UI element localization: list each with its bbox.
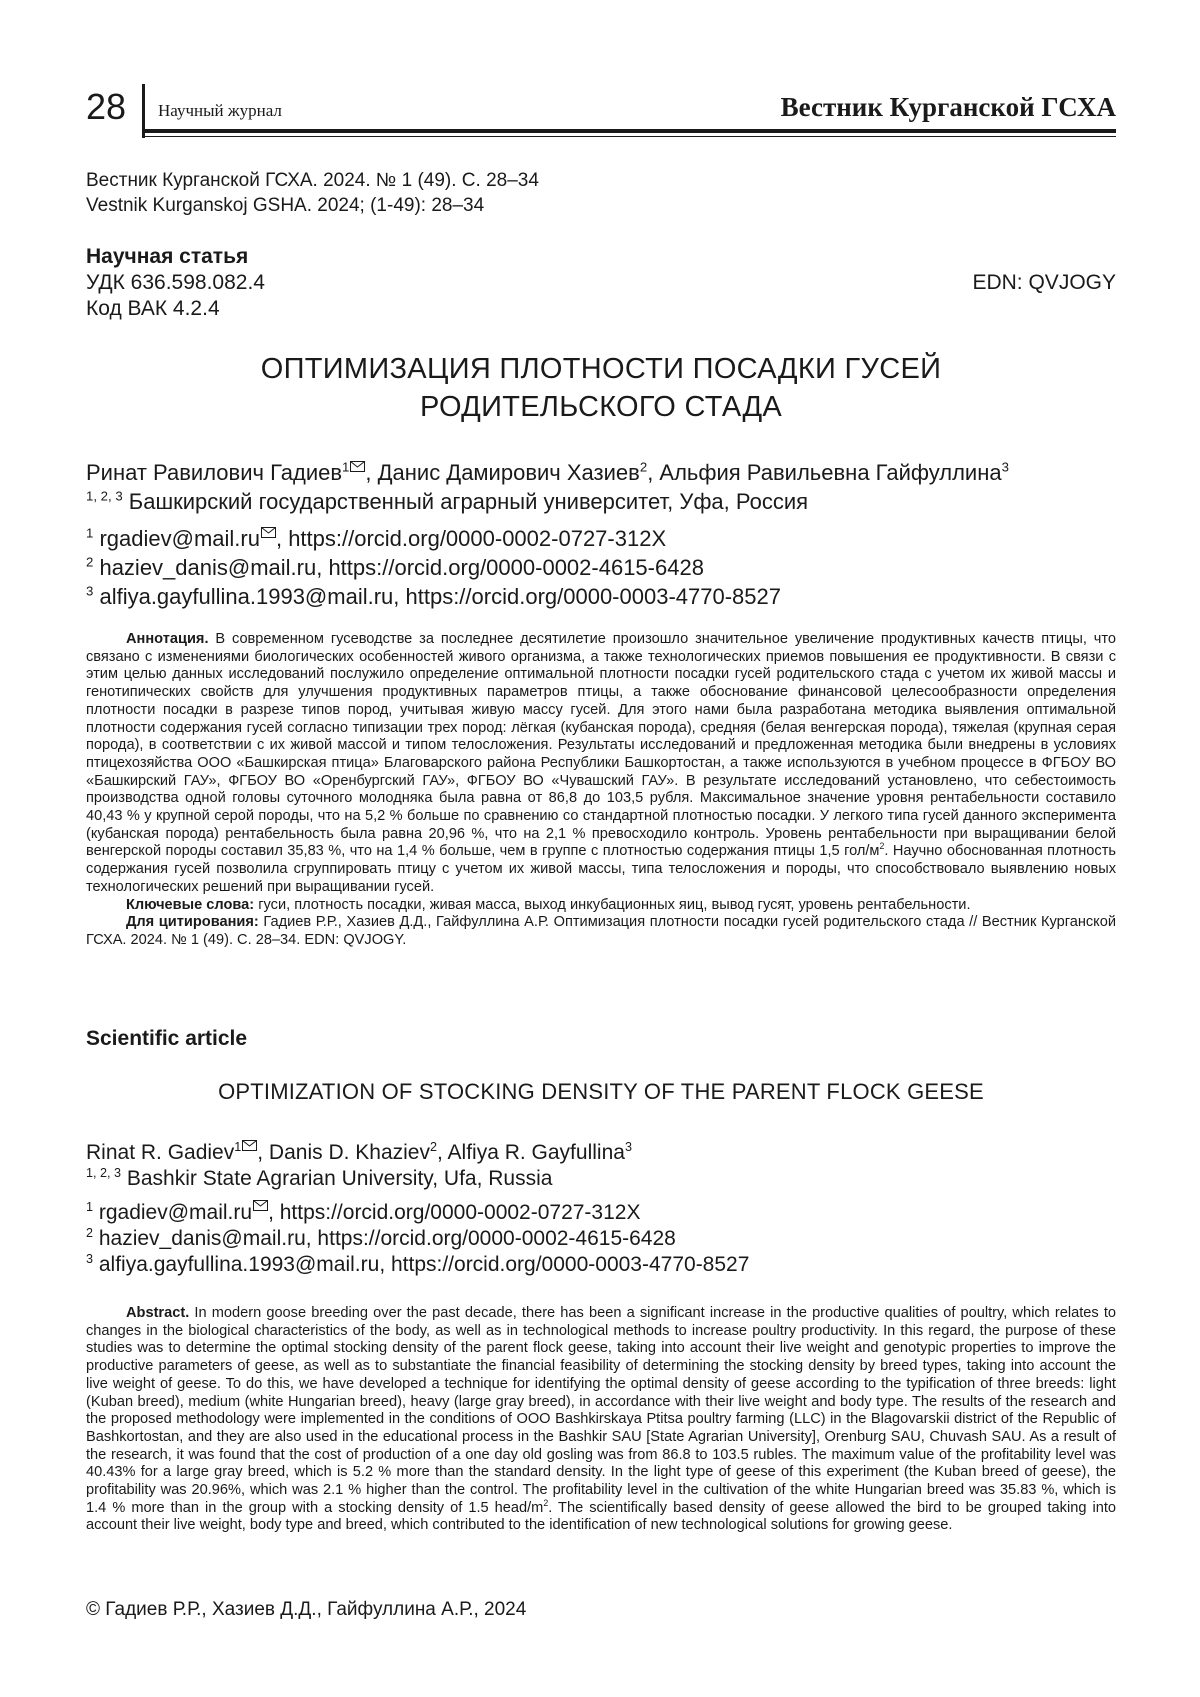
author2-sup-en: 2 [430, 1140, 438, 1154]
cite-label: Для цитирования: [126, 914, 259, 931]
authors-ru [86, 458, 1116, 611]
author1-name: Ринат Равилович Гадиев [86, 460, 343, 485]
author-list-ru [86, 458, 1116, 487]
contact2-text[interactable]: haziev_danis@mail.ru, https://orcid.org/0000-0002-4615-6428 [93, 555, 704, 580]
cite-text: Гадиев Р.Р., Хазиев Д.Д., Гайфуллина А.Р. Оптимизация плотности посадки гусей родительского стада // Вестник Курганской ГСХА. 2024. № 1 (49). С. 28–34. EDN: QVJOGY. [86, 914, 1116, 948]
unit-sup-en: 2 [543, 1497, 549, 1508]
keywords-text: гуси, плотность посадки, живая масса, выход инкубационных яиц, вывод гусят, уровень рентабельности. [254, 896, 971, 913]
authors-en [86, 1140, 1116, 1278]
abstract-en-paragraph [86, 1305, 1116, 1535]
author2-name-en: , Danis D. Khaziev [257, 1141, 430, 1164]
orcid-link-en[interactable]: , https://orcid.org/0000-0002-0727-312X [268, 1201, 641, 1224]
page-header [86, 86, 1116, 128]
contact3-sup: 3 [86, 583, 94, 599]
header-rule [142, 129, 1116, 133]
contact-ru-2 [86, 553, 1116, 582]
contact1-sup-en: 1 [86, 1200, 94, 1214]
envelope-icon [261, 527, 276, 538]
contact3-text-en[interactable]: alfiya.gayfullina.1993@mail.ru, https://orcid.org/0000-0003-4770-8527 [93, 1253, 750, 1276]
contact-en-1 [86, 1200, 1116, 1226]
abstract-ru-paragraph [86, 631, 1116, 897]
cite-ru [86, 914, 1116, 949]
affiliation-text-en: Bashkir State Agrarian University, Ufa, Russia [121, 1167, 553, 1190]
page-number: 28 [86, 86, 127, 127]
author3-name-en: , Alfiya R. Gayfullina [437, 1141, 625, 1164]
contact-en-3 [86, 1252, 1116, 1278]
envelope-icon [242, 1140, 257, 1151]
citation-block [86, 168, 1116, 218]
affiliation-sup-en: 1, 2, 3 [86, 1166, 122, 1180]
title-ru-line2: РОДИТЕЛЬСКОГО СТАДА [419, 391, 783, 423]
udk-code: УДК 636.598.082.4 [86, 271, 265, 294]
author-list-en [86, 1140, 1116, 1166]
abstract-ru-text: В современном гусеводстве за последнее десятилетие произошло значительное увеличение продуктивных качеств птицы, что связано с изменениями биологических особенностей живого организма, а также технологических приемов повышения ее продуктивности. В связи с этим целью данных исследований послужило определение оптимальной плотности посадки гусей родительского стада с учетом их живой массы и генотипических свойств для улучшения продуктивных параметров птицы, а также обоснование финансовой целесообразности определения плотности посадки в разрезе типов пород, учитывая живую массу гусей. Для этого нами была разработана методика выявления оптимальной плотности содержания гусей согласно типизации трех пород: лёгкая (кубанская порода), средняя (белая венгерская порода), тяжелая (крупная серая порода), в соответствии с их живой массой и типом телосложения. Результаты исследований и предложенная методика были внедрены в условиях птицехозяйства ООО «Башкирская птица» Благоварского района Республики Башкортостан, а также используются в учебном процессе в ФГБОУ ВО «Башкирский ГАУ», ФГБОУ ВО «Оренбургский ГАУ», ФГБОУ ВО «Чувашский ГАУ». В результате исследований установлено, что себестоимость производства одной головы суточного молодняка была равна от 86,8 до 103,5 рубля. Максимальное значение уровня рентабельности составило 40,43 % у крупной серой породы, что на 5,2 % больше по сравнению со стандартной плотностью посадки. У легкого типа гусей данного эксперимента (кубанская порода) рентабельность была равна 20,96 %, что на 2,1 % превосходило контроль. Уровень рентабельности при выращивании белой венгерской породы составил 35,83 %, что на 1,4 % больше, чем в группе с плотностью содержания птицы 1,5 гол/м [86, 631, 1116, 860]
article-title-ru [86, 350, 1116, 426]
author2-name: , Данис Дамирович Хазиев [365, 460, 640, 485]
author1-sup: 1 [342, 459, 350, 475]
author1-name-en: Rinat R. Gadiev [86, 1141, 235, 1164]
contact2-sup: 2 [86, 554, 94, 570]
copyright-line: © Гадиев Р.Р., Хазиев Д.Д., Гайфуллина А.Р., 2024 [86, 1599, 527, 1620]
affiliation-sup: 1, 2, 3 [86, 488, 123, 504]
author3-name: , Альфия Равильевна Гайфуллина [647, 460, 1002, 485]
contact3-sup-en: 3 [86, 1252, 94, 1266]
citation-en: Vestnik Kurganskoj GSHA. 2024; (1-49): 28–34 [86, 195, 485, 216]
author3-sup: 3 [1001, 459, 1009, 475]
edn-code: EDN: QVJOGY [972, 271, 1116, 294]
citation-ru: Вестник Курганской ГСХА. 2024. № 1 (49). С. 28–34 [86, 170, 539, 191]
keywords-label: Ключевые слова: [126, 896, 255, 913]
abstract-ru-text-end: . Научно обоснованная плотность содержания гусей позволила сгруппировать птицу с учетом их живой массы, типа телосложения и породы, что способствовало выявлению новых технологических решений при выращивании гусей. [86, 843, 1117, 895]
orcid-link[interactable]: , https://orcid.org/0000-0002-0727-312X [275, 526, 667, 551]
abstract-en-text: In modern goose breeding over the past decade, there has been a significant increase in the productive qualities of poultry, which relates to changes in the biological characteristics of the body, as well as in technological methods to increase poultry productivity. In this regard, the purpose of these studies was to determine the optimal stocking density of the parent flock geese, taking into account their live weight and genotypic properties to improve the productive parameters of geese, as well as to substantiate the financial feasibility of determining the stocking density by breed types, taking into account the live weight of geese. To do this, we have developed a technique for identifying the optimal density of geese according to the typification of three breeds: light (Kuban breed), medium (white Hungarian breed), heavy (large gray breed), in accordance with their live weight and body type. The results of the research and the proposed methodology were implemented in the conditions of OOO Bashkirskaya Ptitsa poultry farming (LLC) in the Blagovarskii district of the Republic of Bashkortostan, and they are also used in the educational process in the Bashkir SAU [State Agrarian University], Orenburg SAU, Chuvash SAU. As a result of the research, it was found that the cost of production of a one day old gosling was from 86.8 to 103.5 rubles. The maximum value of the profitability level was 40.43% for a large gray breed, which is 5.2 % more than the standard density. In the light type of geese of this experiment (the Kuban breed of geese), the profitability was 20.96%, which was 2.1 % higher than the control. The profitability level in the cultivation of the white Hungarian breed was 35.83 %, which is 1.4 % more than in the group with a stocking density of 1.5 head/m [86, 1305, 1116, 1516]
abstract-en-text-end: . The scientifically based density of geese allowed the bird to be grouped taking into account their live weight, body type and breed, which contributed to the identification of new technological solutions for growing geese. [86, 1499, 1116, 1534]
email-link-en[interactable]: rgadiev@mail.ru [93, 1201, 253, 1224]
abstract-en [86, 1305, 1116, 1535]
contact2-text-en[interactable]: haziev_danis@mail.ru, https://orcid.org/0000-0002-4615-6428 [93, 1227, 676, 1250]
author1-sup-en: 1 [234, 1140, 242, 1154]
article-type-ru: Научная статья [86, 245, 249, 268]
article-type-en: Scientific article [86, 1027, 248, 1050]
article-meta [86, 244, 1116, 322]
contact-en-2 [86, 1226, 1116, 1252]
vak-code: Код ВАК 4.2.4 [86, 297, 220, 320]
envelope-icon [350, 461, 365, 472]
contact-ru-1 [86, 524, 1116, 553]
affiliation-ru [86, 487, 1116, 516]
contact1-sup: 1 [86, 525, 94, 541]
journal-name: Вестник Курганской ГСХА [780, 92, 1116, 122]
affiliation-text: Башкирский государственный аграрный университет, Уфа, Россия [122, 489, 809, 514]
journal-type: Научный журнал [158, 101, 282, 120]
affiliation-en [86, 1166, 1116, 1192]
envelope-icon [253, 1200, 268, 1211]
header-rule-thin [142, 136, 1116, 137]
author2-sup: 2 [639, 459, 648, 475]
abstract-en-label: Abstract. [126, 1305, 190, 1321]
keywords-ru [86, 897, 1116, 915]
contact2-sup-en: 2 [86, 1226, 94, 1240]
email-link[interactable]: rgadiev@mail.ru [93, 526, 260, 551]
title-ru-line1: ОПТИМИЗАЦИЯ ПЛОТНОСТИ ПОСАДКИ ГУСЕЙ [260, 353, 942, 385]
article-title-en: OPTIMIZATION OF STOCKING DENSITY OF THE PARENT FLOCK GEESE [218, 1079, 984, 1104]
contact3-text[interactable]: alfiya.gayfullina.1993@mail.ru, https://orcid.org/0000-0003-4770-8527 [93, 584, 781, 609]
author3-sup-en: 3 [624, 1140, 632, 1154]
contact-ru-3 [86, 582, 1116, 611]
unit-sup: 2 [879, 841, 885, 852]
abstract-ru-label: Аннотация. [126, 631, 209, 647]
abstract-ru [86, 631, 1116, 950]
